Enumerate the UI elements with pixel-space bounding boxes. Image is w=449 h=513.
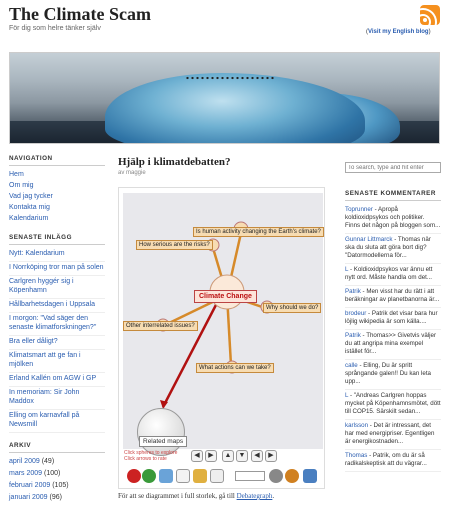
recent-post-link[interactable]: Bra eller dåligt?	[9, 336, 105, 350]
document-icon[interactable]	[176, 469, 190, 483]
archive-count: (96)	[49, 494, 62, 501]
comment-item	[345, 286, 441, 308]
recent-post-link[interactable]: In memoriam: Sir John Maddox	[9, 387, 105, 410]
add-icon[interactable]	[142, 469, 156, 483]
comment-item	[345, 360, 441, 390]
navigation-heading: NAVIGATION	[9, 150, 105, 166]
comment-item	[345, 420, 441, 450]
comment-author-link[interactable]: karlsson	[345, 422, 369, 429]
comment-text: - Thomas när ska du sluta att göra bort dig? "Datormodellerna för...	[345, 236, 431, 259]
applet-toolbar	[123, 469, 323, 485]
english-blog-note: (Visit my English blog)	[366, 29, 431, 35]
archive-month-link[interactable]: januari 2009	[9, 494, 48, 501]
search-icon[interactable]	[269, 469, 283, 483]
archive-item	[9, 468, 105, 480]
zoom-input[interactable]	[235, 471, 265, 481]
map-node-actions[interactable]: What actions can we take?	[196, 363, 274, 373]
header-banner-image	[9, 52, 440, 144]
comment-text: - "Andreas Carlgren hoppas mycket på Köpenhamnsmötet, dött till COP15. Särskilt sedan...	[345, 392, 441, 415]
comment-author-link[interactable]: Patrik	[345, 288, 361, 295]
comment-item	[345, 264, 441, 286]
archive-month-link[interactable]: mars 2009	[9, 470, 43, 477]
nav-item-kalendarium[interactable]: Kalendarium	[9, 215, 49, 222]
archive-count: (49)	[41, 458, 55, 465]
rss-icon[interactable]	[420, 5, 440, 25]
debategraph-applet[interactable]	[118, 187, 325, 489]
recent-post-link[interactable]: I morgon: "Vad säger den senaste klimatforskningen?"	[9, 313, 105, 336]
comment-author-link[interactable]: brodeur	[345, 310, 367, 317]
map-hint-arrows: Click arrows to rate	[124, 456, 167, 462]
comment-text: - Elling, Du är spritt språngande galen!! Du kan leta upp...	[345, 362, 431, 385]
main-content	[118, 150, 333, 176]
caption-end: .	[272, 492, 275, 500]
debategraph-link[interactable]: Debategraph	[236, 492, 273, 500]
comment-author-link[interactable]: L	[345, 266, 349, 273]
recent-posts-heading: SENASTE INLÄGG	[9, 229, 105, 245]
recent-post-link[interactable]: Carlgren hyggér sig i Köpenhamn	[9, 276, 105, 299]
archive-month-link[interactable]: februari 2009	[9, 482, 51, 489]
print-icon[interactable]	[210, 469, 224, 483]
up-arrow-icon[interactable]: ▲	[222, 450, 234, 462]
post-caption	[118, 492, 274, 500]
comment-text: - Patrik, om du är så radikalskeptisk att du vägrar...	[345, 452, 427, 467]
map-node-risks[interactable]: How serious are the risks?	[136, 240, 213, 250]
nav-item-vad-jag-tycker[interactable]: Vad jag tycker	[9, 193, 53, 200]
comment-text: - Apropå koldioxidpsykos och politiker. Finns det någon på bloggen som...	[345, 206, 441, 229]
caption-text: För att se diagrammet i full storlek, gå till	[118, 492, 237, 500]
search-input[interactable]	[345, 162, 441, 173]
comment-item	[345, 308, 441, 330]
recent-post-link[interactable]: Hållbarhetsdagen i Uppsala	[9, 299, 105, 313]
recent-post-link[interactable]: Erland Kallén om AGW i GP	[9, 373, 105, 387]
comment-author-link[interactable]: L	[345, 392, 349, 399]
comment-text: - Thomas>> Givetvis väljer du att angripa mina exempel istället för...	[345, 332, 437, 355]
nav-item-om-mig[interactable]: Om mig	[9, 182, 34, 189]
archive-heading: ARKIV	[9, 437, 105, 453]
post-author: av maggie	[118, 170, 146, 176]
related-maps-sphere[interactable]	[137, 408, 185, 456]
comment-author-link[interactable]: Toprunner	[345, 206, 373, 213]
archive-count: (105)	[52, 482, 69, 489]
comment-author-link[interactable]: Gunnar Littmarck	[345, 236, 393, 243]
comment-text: - Men visst har du rätt i att beräkningar av planetbanorna är...	[345, 288, 440, 303]
english-blog-link[interactable]: Visit my English blog	[368, 29, 429, 35]
back-arrow-icon[interactable]: ◀	[191, 450, 203, 462]
recent-post-link[interactable]: I Norrköping tror man på solen	[9, 262, 105, 276]
comment-text: - Det är intressant, det har med energipriser. Egentligen är energikostnaden...	[345, 422, 435, 445]
recent-post-link[interactable]: Nytt: Kalendarium	[9, 248, 105, 262]
window-icon[interactable]	[159, 469, 173, 483]
forward-arrow-icon[interactable]: ▶	[205, 450, 217, 462]
nav-item-kontakta-mig[interactable]: Kontakta mig	[9, 204, 50, 211]
comment-author-link[interactable]: calle	[345, 362, 358, 369]
map-node-why-should-we-do[interactable]: Why should we do?	[263, 303, 321, 313]
logo-icon[interactable]	[127, 469, 141, 483]
recent-comments-heading: SENASTE KOMMENTARER	[345, 185, 441, 201]
comment-item	[345, 390, 441, 420]
map-node-human-activity[interactable]: Is human activity changing the Earth's climate?	[193, 227, 324, 237]
next-step-icon[interactable]: ▶	[265, 450, 277, 462]
comment-item	[345, 450, 441, 472]
site-title[interactable]: The Climate Scam	[9, 4, 151, 24]
comment-item	[345, 234, 441, 264]
comment-author-link[interactable]: Patrik	[345, 332, 361, 339]
map-node-climate-change[interactable]: Climate Change	[194, 290, 257, 303]
comment-text: - Patrik det visar bara hur löjlig wikipedia är som källa....	[345, 310, 438, 325]
edit-icon[interactable]	[193, 469, 207, 483]
archive-item	[9, 456, 105, 468]
user-icon[interactable]	[285, 469, 299, 483]
recent-post-link[interactable]: Elling om karnavfall på Newsmill	[9, 410, 105, 433]
archive-count: (100)	[44, 470, 61, 477]
archive-item	[9, 480, 105, 492]
arrow-line[interactable]	[163, 301, 218, 407]
archive-item	[9, 492, 105, 504]
related-maps-label[interactable]: Related maps	[139, 436, 187, 447]
comment-author-link[interactable]: Thomas	[345, 452, 368, 459]
comment-text: - Koldioxidpsykos var ännu ett nytt ord. Måste handla om det...	[345, 266, 433, 281]
right-sidebar	[345, 162, 441, 472]
comment-item	[345, 330, 441, 360]
monitor-icon[interactable]	[303, 469, 317, 483]
archive-month-link[interactable]: april 2009	[9, 458, 40, 465]
map-hint-spheres: Click spheres to explore	[124, 450, 178, 456]
left-sidebar	[9, 150, 105, 504]
recent-post-link[interactable]: Klimatsmart att ge fan i mjölken	[9, 350, 105, 373]
post-title[interactable]: Hjälp i klimatdebatten?	[118, 156, 231, 168]
prev-step-icon[interactable]: ◀	[251, 450, 263, 462]
map-node-other-issues[interactable]: Other interrelated issues?	[123, 321, 198, 331]
site-tagline: För dig som helre tänker själv	[9, 25, 101, 32]
argument-map-canvas[interactable]	[123, 193, 323, 449]
comment-item	[345, 204, 441, 234]
map-hint	[124, 450, 177, 462]
down-arrow-icon[interactable]: ▼	[236, 450, 248, 462]
nav-item-hem[interactable]: Hem	[9, 171, 24, 178]
